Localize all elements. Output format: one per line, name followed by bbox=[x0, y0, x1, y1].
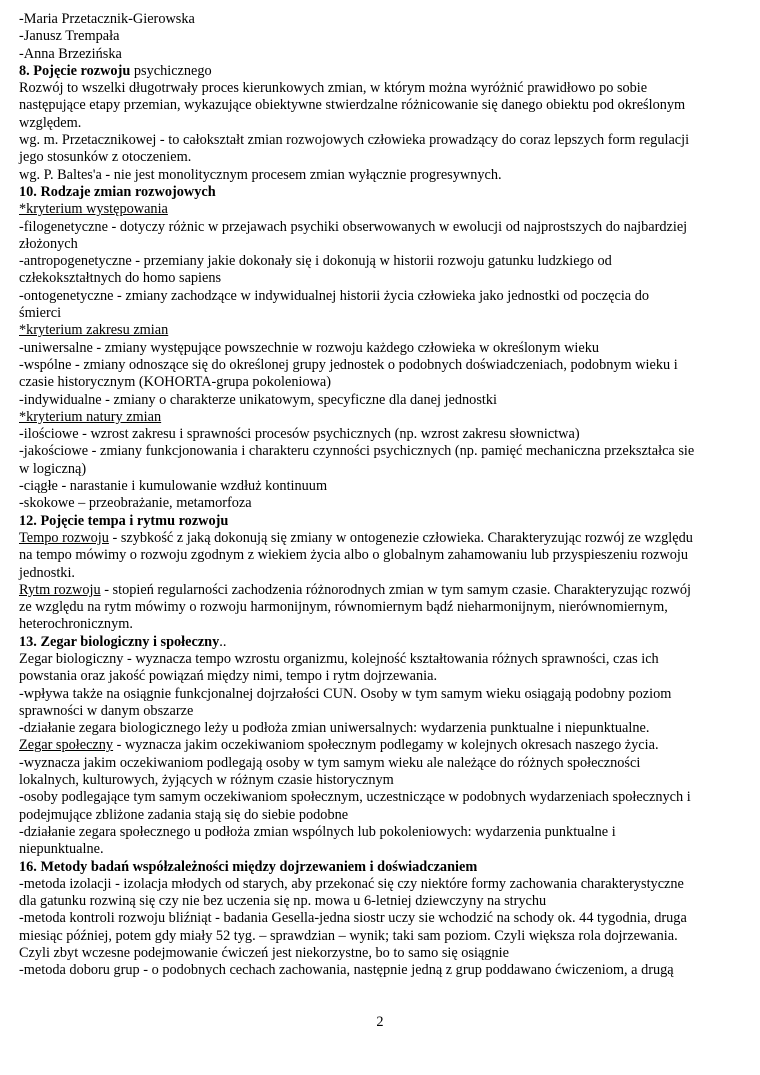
text-line: lokalnych, kulturowych, żyjących w różnym czasie historycznym bbox=[19, 772, 394, 789]
text-line bbox=[19, 737, 743, 754]
section-number: 8. bbox=[19, 62, 34, 79]
text-line: -ciągłe - narastanie i kumulowanie wzdłuż kontinuum bbox=[19, 478, 328, 495]
section-title-tail: .. bbox=[219, 633, 227, 650]
section-16 bbox=[19, 859, 743, 980]
text-line: wg. P. Baltes'a - nie jest monolitycznym procesem zmian wyłącznie progresywnych. bbox=[19, 166, 502, 183]
term-definition: - stopień regularności zachodzenia różnorodnych zmian w tym samym czasie. Charakteryzując rozwój bbox=[100, 581, 691, 598]
text-line: niepunktualne. bbox=[19, 841, 104, 858]
section-heading bbox=[19, 184, 743, 201]
criterion-heading bbox=[19, 322, 743, 339]
text-line: -metoda doboru grup - o podobnych cechach zachowania, następnie jedną z grup poddawano ćwiczeniom, a drugą bbox=[19, 962, 674, 979]
author-list bbox=[19, 11, 743, 63]
author-name: -Anna Brzezińska bbox=[19, 45, 122, 62]
document-page bbox=[19, 11, 743, 980]
text-line: Czyli zbyt wczesne podejmowanie ćwiczeń jest niekorzystne, bo to samo się osiągnie bbox=[19, 945, 509, 962]
text-line: -indywidualne - zmiany o charakterze unikatowym, specyficzne dla danej jednostki bbox=[19, 391, 497, 408]
text-line: -osoby podlegające tym samym oczekiwaniom społecznym, uczestniczące w podobnych wydarzeniach społecznych i bbox=[19, 789, 691, 806]
text-line: sprawności w danym obszarze bbox=[19, 702, 194, 719]
text-line: względem. bbox=[19, 114, 82, 131]
section-title-rest: psychicznego bbox=[130, 62, 212, 79]
section-title: 12. Pojęcie tempa i rytmu rozwoju bbox=[19, 512, 229, 529]
term-definition: - szybkość z jaką dokonują się zmiany w ontogenezie człowieka. Charakteryzując rozwój ze względu bbox=[108, 529, 693, 546]
criterion-label: *kryterium zakresu zmian bbox=[19, 322, 169, 339]
text-line: -wyznacza jakim oczekiwaniom podlegają osoby w tym samym wieku ale należące do różnych społeczności bbox=[19, 754, 641, 771]
section-10 bbox=[19, 184, 743, 513]
criterion-label: *kryterium natury zmian bbox=[19, 408, 162, 425]
term-tempo: Tempo rozwoju bbox=[19, 529, 109, 546]
term-definition: - wyznacza jakim oczekiwaniom społecznym podlegamy w kolejnych okresach naszego życia. bbox=[113, 737, 659, 754]
text-line: podejmujące zbliżone zadania stają się do siebie podobne bbox=[19, 806, 349, 823]
section-heading bbox=[19, 634, 743, 651]
text-line: -filogenetyczne - dotyczy różnic w przejawach psychiki obserwowanych w ewolucji od najprostszych do najbardziej bbox=[19, 218, 688, 235]
text-line: heterochronicznym. bbox=[19, 616, 133, 633]
section-heading bbox=[19, 513, 743, 530]
page-number: 2 bbox=[376, 1014, 384, 1030]
text-line: -jakościowe - zmiany funkcjonowania i charakteru czynności psychicznych (np. pamięć mechaniczna przekształca sie bbox=[19, 443, 695, 460]
text-line: człekokształtnych do homo sapiens bbox=[19, 270, 222, 287]
section-title-bold: Pojęcie rozwoju bbox=[33, 62, 131, 79]
text-line: -działanie zegara społecznego u podłoża zmian wspólnych lub pokoleniowych: wydarzenia punktualne i bbox=[19, 823, 616, 840]
text-line: -ontogenetyczne - zmiany zachodzące w indywidualnej historii życia człowieka jako jednostki od poczęcia do bbox=[19, 287, 650, 304]
text-line: miesiąc później, potem gdy miały 52 tyg. – sprawdzian – wynik; taki sam poziom. Czyli większa rola dojrzewania. bbox=[19, 927, 678, 944]
text-line bbox=[19, 530, 743, 547]
text-line: śmierci bbox=[19, 305, 62, 322]
text-line: -skokowe – przeobrażanie, metamorfoza bbox=[19, 495, 252, 512]
text-line: -ilościowe - wzrost zakresu i sprawności procesów psychicznych (np. wzrost zakresu słownictwa) bbox=[19, 426, 580, 443]
text-line: -uniwersalne - zmiany występujące powszechnie w rozwoju każdego człowieka w określonym wieku bbox=[19, 339, 600, 356]
author-name: -Maria Przetacznik-Gierowska bbox=[19, 11, 195, 27]
text-line: następujące etapy przemian, wykazujące obiektywne stwierdzalne różnicowanie się danego obiektu pod określonym bbox=[19, 97, 686, 114]
text-line: jego stosunków z otoczeniem. bbox=[19, 149, 192, 166]
text-line: w logiczną) bbox=[19, 460, 87, 477]
term-rytm: Rytm rozwoju bbox=[19, 581, 101, 598]
criterion-heading bbox=[19, 201, 743, 218]
text-line: czasie historycznym (KOHORTA-grupa pokoleniowa) bbox=[19, 374, 332, 391]
text-line: -metoda kontroli rozwoju bliźniąt - badania Gesella-jedna siostr uczy sie wchodzić na schody ok. 44 tygodnia, druga bbox=[19, 910, 687, 927]
text-line bbox=[19, 582, 743, 599]
section-8 bbox=[19, 63, 743, 184]
author-name: -Janusz Trempała bbox=[19, 28, 120, 45]
section-12 bbox=[19, 513, 743, 634]
text-line: -działanie zegara biologicznego leży u podłoża zmian uniwersalnych: wydarzenia punktualne i niepunktualne. bbox=[19, 720, 650, 737]
criterion-heading bbox=[19, 409, 743, 426]
text-line: jednostki. bbox=[19, 564, 75, 581]
section-title: 10. Rodzaje zmian rozwojowych bbox=[19, 183, 216, 200]
text-line: na tempo mówimy o rozwoju zgodnym z wiekiem życia albo o globalnym zahamowaniu lub przyspieszeniu rozwoju bbox=[19, 547, 689, 564]
text-line: -metoda izolacji - izolacja młodych od starych, aby przekonać się czy niektóre formy zachowania charakterystyczne bbox=[19, 875, 684, 892]
text-line: Zegar biologiczny - wyznacza tempo wzrostu organizmu, kolejność kształtowania różnych sprawności, czas ich bbox=[19, 650, 659, 667]
section-title: 16. Metody badań współzależności między dojrzewaniem i doświadczaniem bbox=[19, 858, 478, 875]
text-line: wg. m. Przetacznikowej - to całokształt zmian rozwojowych człowieka prowadzący do coraz lepszych form regulacji bbox=[19, 132, 690, 149]
section-title: 13. Zegar biologiczny i społeczny bbox=[19, 633, 220, 650]
text-line: złożonych bbox=[19, 235, 78, 252]
criterion-label: *kryterium występowania bbox=[19, 201, 168, 218]
text-line: -wpływa także na osiągnie funkcjonalnej dojrzałości CUN. Osoby w tym samym wieku osiągają podobny poziom bbox=[19, 685, 672, 702]
section-heading bbox=[19, 859, 743, 876]
text-line: -antropogenetyczne - przemiany jakie dokonały się i dokonują w historii rozwoju gatunku ludzkiego od bbox=[19, 253, 612, 270]
section-heading bbox=[19, 63, 743, 80]
section-13 bbox=[19, 634, 743, 859]
text-line: powstania oraz jakość powiązań między nimi, tempo i rytm dojrzewania. bbox=[19, 668, 438, 685]
text-line: dla gatunku rozwiną się czy nie bez uczenia się np. mowa u 6-letniej dziewczyny na strychu bbox=[19, 893, 547, 910]
text-line: ze względu na rytm mówimy o rozwoju harmonijnym, równomiernym bądź nieharmonijnym, nierównomiernym, bbox=[19, 599, 668, 616]
text-line: Rozwój to wszelki długotrwały proces kierunkowych zmian, w którym można wyróżnić prawidłowo po sobie bbox=[19, 80, 648, 97]
term-social-clock: Zegar społeczny bbox=[19, 737, 114, 754]
text-line: -wspólne - zmiany odnoszące się do określonej grupy jednostek o podobnych doświadczeniach, podobnym wieku i bbox=[19, 356, 678, 373]
